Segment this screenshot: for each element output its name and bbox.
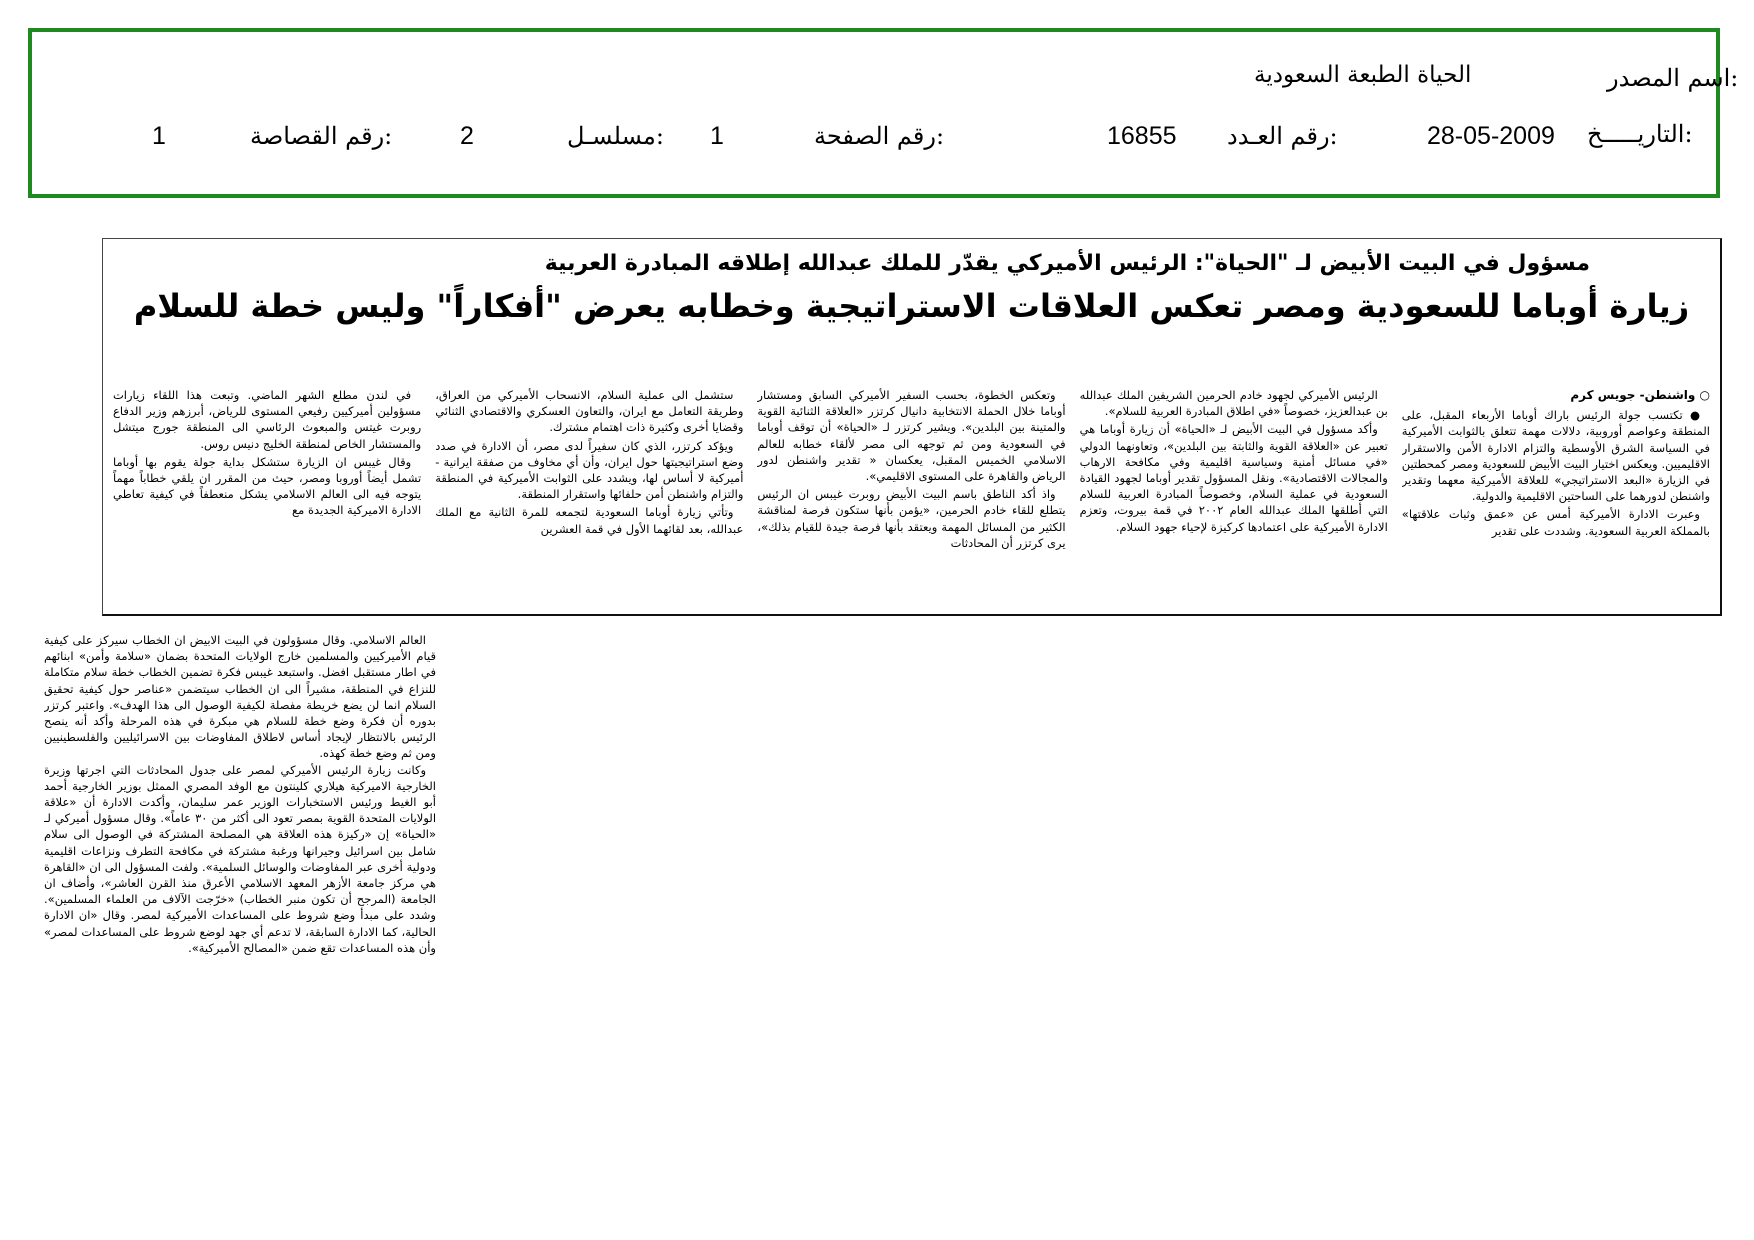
article-headline: زيارة أوباما للسعودية ومصر تعكس العلاقات الاستراتيجية وخطابه يعرض "أفكاراً" وليس خطة للسلام [133,287,1690,325]
paragraph: وتأتي زيارة أوباما السعودية لتجمعه للمرة الثانية مع الملك عبدالله، بعد لقائهما الأول في قمة العشرين [435,505,744,536]
paragraph: وقال غيبس ان الزيارة ستشكل بداية جولة يقوم بها أوباما تشمل أيضاً أوروبا ومصر، حيث من المقرر ان يلقي خطاباً مهماً يتوجه فيه الى العالم الاسلامي يشكل منعطفاً في كيفية تعاطي الادارة الاميركية الجديدة مع [112,454,422,518]
date-value: 28-05-2009 [1427,122,1555,150]
article-clipping [102,238,1722,616]
paragraph: في لندن مطلع الشهر الماضي. وتبعت هذا اللقاء زيارات مسؤولين أميركيين رفيعي المستوى للرياض، أبرزهم وزير الدفاع روبرت غيتس والمبعوث الرئاسي الى المنطقة جورج ميتشل والمستشار الخاص لمنطقة الخليج دنيس روس. [112,388,422,451]
article-column-2 [1080,387,1388,608]
paragraph: العالم الاسلامي. وقال مسؤولون في البيت الابيض ان الخطاب سيركز على كيفية قيام الأميركيين والمسلمين خارج الولايات المتحدة بضمان «سلامة وأمن» ابنائهم في اطار مستقبل افضل. واستبعد غيبس فكرة تضمين الخطاب خطة سلام متكاملة للنزاع في المنطقة، مشيراً الى ان الخطاب سيتضمن «عناصر حول كيفية تحقيق السلام انما لن يضع خريطة مفصلة لكيفية الوصول الى هذا الهدف». واعتبر كرتزر بدوره أن فكرة وضع خطة للسلام هي مبكرة في هذه المرحلة وأكد أنه ينصح الرئيس بالانتظار لإيجاد أساس لاطلاق المفاوضات بين الاسرائيليين والفلسطينيين ومن ثم وضع خطة كهذه. [44,633,436,761]
paragraph: وأكد مسؤول في البيت الأبيض لـ «الحياة» أن زيارة أوباما هي تعبير عن «العلاقة القوية والثابتة بين البلدين»، وتعاونهما الدولي «في مسائل أمنية وسياسية اقليمية وفي مكافحة الارهاب والمجالات الاقتصادية». ونقل المسؤول تقدير أوباما لجهود القيادة السعودية في عملية السلام، وخصوصاً المبادرة العربية للسلام التي أطلقها الملك عبدالله العام ٢٠٠٢ في قمة بيروت، وتعزم الادارة الأميركية على اعتمادها كركيزة لإحياء جهود السلام. [1079,422,1388,534]
paragraph: واذ أكد الناطق باسم البيت الأبيض روبرت غيبس ان الرئيس يتطلع للقاء خادم الحرمين، «يؤمن بأنها ستكون فرصة لمناقشة الكثير من المسائل المهمة ويعتقد بأنها فرصة جيدة للقيام بذلك»، يرى كرتزر أن المحادثات [757,487,1066,550]
article-subheadline: مسؤول في البيت الأبيض لـ "الحياة": الرئيس الأميركي يقدّر للملك عبدالله إطلاقه المبادرة العربية [544,251,1590,276]
clip-number-label: رقم القصاصة: [250,122,393,150]
paragraph: وعبرت الادارة الأميركية أمس عن «عمق وثبات علاقتها» بالمملكة العربية السعودية. وشددت على تقدير [1401,507,1710,538]
paragraph: ستشمل الى عملية السلام، الانسحاب الأميركي من العراق، وطريقة التعامل مع ايران، والتعاون العسكري والاقتصادي الثنائي وقضايا أخرى وكثيرة ذات اهتمام مشترك. [435,388,744,435]
paragraph: ● تكتسب جولة الرئيس باراك أوباما الأربعاء المقبل، على المنطقة وعواصم أوروبية، دلالات مهمة تتعلق بالثوابت الأميركية في السياسة الشرق الأوسطية والتزام الادارة الأمن والاستقرار الاقليميين. ويعكس اختيار البيت الأبيض للسعودية ومصر كمحطتين في الزيارة «البعد الاستراتيجي» للعلاقة الأميركية معهما وتقدير واشنطن لدورهما على الساحتين الاقليمية والدولية. [1401,408,1710,504]
bullet-circle-icon: ○ [1695,388,1710,402]
article-continuation [44,632,436,1082]
issue-label: رقم العـدد: [1227,122,1338,150]
source-value: الحياة الطبعة السعودية [1254,62,1472,88]
page-label: رقم الصفحة: [814,122,945,150]
article-byline: ○ واشنطن- جويس كرم [1570,388,1710,402]
serial-value: 2 [460,122,474,150]
date-label: التاريـــــخ: [1587,120,1693,148]
paragraph: ويؤكد كرتزر، الذي كان سفيراً لدى مصر، أن الادارة في صدد وضع استراتيجيتها حول ايران، وأن أي مخاوف من صفقة ايرانية - أميركية لا أساس لها، ويشدد على الثوابت الأميركية في المنطقة والتزام واشنطن أمن حلفائها واستقرار المنطقة. [435,438,744,502]
serial-label: مسلسـل: [567,122,664,150]
paragraph: وكانت زيارة الرئيس الأميركي لمصر على جدول المحادثات التي اجرتها وزيرة الخارجية الاميركية هيلاري كلينتون مع الوفد المصري الممثل بوزير الخارجية أحمد أبو الغيط ورئيس الاستخبارات الوزير عمر سليمان، وأكدت الادارة أن «علاقة الولايات المتحدة القوية بمصر تعود الى أكثر من ٣٠ عاماً». وقال مسؤول أميركي لـ «الحياة» إن «ركيزة هذه العلاقة هي المصلحة المشتركة في الوصول الى سلام شامل بين اسرائيل وجيرانها ورغبة مشتركة في مكافحة التطرف ونزاعات اقليمية ودولية أخرى عبر المفاوضات والوسائل السلمية». ولفت المسؤول الى ان «القاهرة هي مركز جامعة الأزهر المعهد الاسلامي الأعرق منذ القرن العاشر»، وأضاف ان الجامعة (المرجح أن تكون منبر الخطاب) «خرّجت الآلاف من العلماء المسلمين». وشدد على مبدأ وضع شروط على المساعدات الأميركية لمصر. وقال «ان الادارة الحالية، كما الادارة السابقة، لا تدعم أي جهد لوضع شروط على المساعدات لمصر» وأن هذه المساعدات تقع ضمن «المصالح الأميركية». [44,762,436,955]
clip-number-value: 1 [152,122,166,150]
source-label: اسم المصدر: [1607,64,1739,92]
article-columns [113,387,1710,608]
page-value: 1 [710,122,724,150]
article-column-1 [1402,387,1710,608]
clipping-header [28,28,1739,198]
paragraph: وتعكس الخطوة، بحسب السفير الأميركي السابق ومستشار أوباما خلال الحملة الانتخابية دانيال كرتزر «العلاقة الثنائية القوية والمتينة بين البلدين». ويشير كرتزر لـ «الحياة» أن توقف أوباما في السعودية ومن ثم توجهه الى مصر لألقاء خطابه للعالم الاسلامي الخميس المقبل، يعكسان « تقدير واشنطن لدور الرياض والقاهرة على المستوى الاقليمي». [757,388,1066,484]
issue-value: 16855 [1107,122,1177,150]
article-column-5 [113,387,421,608]
paragraph: الرئيس الأميركي لجهود خادم الحرمين الشريفين الملك عبدالله بن عبدالعزيز، خصوصاً «في اطلاق المبادرة العربية للسلام». [1079,388,1388,419]
article-column-4 [435,387,743,608]
article-column-3 [757,387,1065,608]
